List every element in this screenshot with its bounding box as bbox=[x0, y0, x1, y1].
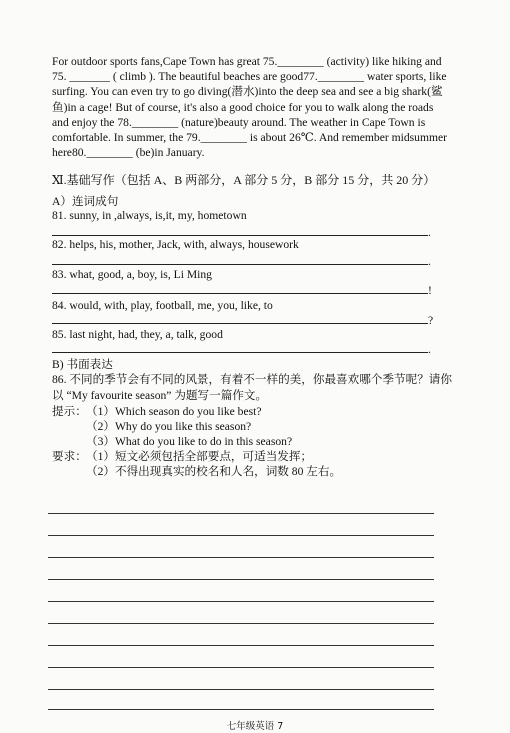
writing-line[interactable] bbox=[48, 709, 434, 710]
part-b-heading: B) 书面表达 bbox=[52, 358, 113, 371]
writing-line[interactable] bbox=[48, 601, 434, 602]
answer-end-83: ! bbox=[428, 284, 432, 297]
hints-label: 提示： bbox=[52, 405, 87, 418]
hint-item: （2）Why do you like this season? bbox=[86, 420, 252, 433]
page-footer: 七年级英语 7 bbox=[226, 721, 284, 732]
answer-line-81[interactable] bbox=[52, 235, 428, 236]
passage-line: For outdoor sports fans,Cape Town has great 75.________ (activity) like hiking and bbox=[52, 55, 442, 68]
answer-line-83[interactable] bbox=[52, 293, 428, 294]
question-85: 85. last night, had, they, a, talk, good bbox=[52, 328, 223, 341]
writing-line[interactable] bbox=[48, 535, 434, 536]
requirement-item: （2）不得出现真实的校名和人名，词数 80 左右。 bbox=[86, 465, 342, 478]
answer-end-84: ? bbox=[428, 314, 434, 327]
writing-line[interactable] bbox=[48, 645, 434, 646]
question-83: 83. what, good, a, boy, is, Li Ming bbox=[52, 268, 212, 281]
passage-line: and enjoy the 78.________ (nature)beauty around. The weather in Cape Town is bbox=[52, 115, 426, 129]
question-86-prompt bbox=[52, 372, 452, 403]
question-82: 82. helps, his, mother, Jack, with, always, housework bbox=[52, 238, 299, 251]
writing-line[interactable] bbox=[48, 557, 434, 558]
answer-line-85[interactable] bbox=[52, 352, 428, 353]
answer-line-82[interactable] bbox=[52, 264, 428, 265]
hint-item: （1）Which season do you like best? bbox=[86, 405, 262, 418]
passage-line: 鱼)in a cage! But of course, it's also a good choice for you to walk along the roads bbox=[52, 100, 434, 114]
question-81: 81. sunny, in ,always, is,it, my, hometown bbox=[52, 209, 247, 222]
requirements-label: 要求： bbox=[52, 450, 87, 463]
part-a-heading: A）连词成句 bbox=[52, 195, 119, 208]
writing-line[interactable] bbox=[48, 513, 434, 514]
question-84: 84. would, with, play, football, me, you, like, to bbox=[52, 299, 273, 312]
reading-passage bbox=[52, 54, 448, 160]
requirement-item: （1）短文必须包括全部要点，可适当发挥； bbox=[86, 450, 313, 463]
writing-line[interactable] bbox=[48, 689, 434, 690]
writing-line[interactable] bbox=[48, 623, 434, 624]
passage-line: here80.________ (be)in January. bbox=[52, 146, 205, 160]
answer-end-85: . bbox=[428, 343, 431, 356]
section-title: Ⅺ.基础写作（包括 A、B 两部分，A 部分 5 分，B 部分 15 分，共 20 分） bbox=[52, 173, 436, 187]
passage-line: comfortable. In summer, the 79.________ is about 26℃. And remember midsummer bbox=[52, 131, 448, 145]
answer-end-82: . bbox=[428, 255, 431, 268]
hint-item: （3）What do you like to do in this season? bbox=[86, 435, 293, 448]
passage-line: 75. _______ ( climb ). The beautiful beaches are good77.________ water sports, like bbox=[52, 70, 447, 84]
writing-line[interactable] bbox=[48, 667, 434, 668]
answer-line-84[interactable] bbox=[52, 323, 428, 324]
q86-line: 以 “My favourite season” 为题写一篇作文。 bbox=[52, 388, 268, 402]
answer-end-81: . bbox=[428, 226, 431, 239]
passage-line: surfing. You can even try to go diving(潜水)into the deep sea and see a big shark(鲨 bbox=[52, 85, 443, 99]
writing-line[interactable] bbox=[48, 579, 434, 580]
q86-line: 86. 不同的季节会有不同的风景，有着不一样的美，你最喜欢哪个季节呢？请你 bbox=[52, 373, 452, 386]
